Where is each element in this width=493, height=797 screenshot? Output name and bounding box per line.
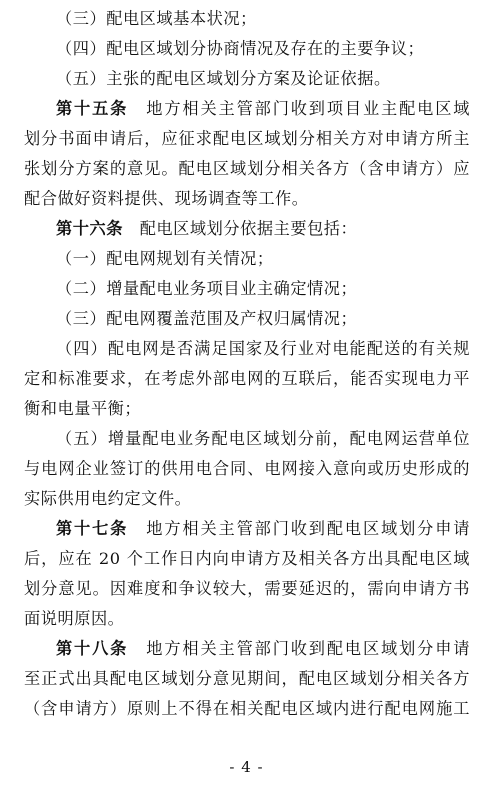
line-text: （二）增量配电业务项目业主确定情况； bbox=[56, 279, 358, 298]
paragraph-line bbox=[56, 274, 470, 304]
line-text: 地方相关主管部门收到配电区域划分申请 bbox=[128, 639, 470, 658]
line-text: （五）主张的配电区域划分方案及论证依据。 bbox=[56, 69, 391, 88]
line-text: （一）配电网规划有关情况； bbox=[56, 249, 274, 268]
paragraph-line bbox=[24, 364, 470, 394]
line-text: 与电网企业签订的供用电合同、电网接入意向或历史形成的 bbox=[24, 459, 470, 478]
article-16-first-line bbox=[56, 214, 470, 244]
article-18-first-line bbox=[56, 634, 470, 664]
line-text: （五）增量配电业务配电区域划分前，配电网运营单位 bbox=[56, 429, 470, 448]
line-text: （四）配电网是否满足国家及行业对电能配送的有关规 bbox=[56, 339, 470, 358]
paragraph-line bbox=[24, 664, 470, 694]
line-text: 衡和电量平衡； bbox=[24, 399, 142, 418]
article-heading: 第十七条 bbox=[56, 519, 129, 538]
line-text: 划分书面申请后，应征求配电区域划分相关方对申请方所主 bbox=[24, 129, 470, 148]
paragraph-line bbox=[24, 124, 470, 154]
line-text: 地方相关主管部门收到配电区域划分申请 bbox=[128, 519, 470, 538]
line-text: 配电区域划分依据主要包括： bbox=[122, 219, 358, 238]
paragraph-line bbox=[56, 4, 470, 34]
paragraph-line bbox=[24, 454, 470, 484]
line-text: 面说明原因。 bbox=[24, 609, 125, 628]
paragraph-line bbox=[56, 334, 470, 364]
line-text: 定和标准要求，在考虑外部电网的互联后，能否实现电力平 bbox=[24, 369, 470, 388]
paragraph-line bbox=[24, 694, 470, 724]
line-text: 实际供用电约定文件。 bbox=[24, 489, 192, 508]
paragraph-line bbox=[56, 34, 470, 64]
line-text: （含申请方）原则上不得在相关配电区域内进行配电网施工 bbox=[24, 699, 470, 718]
line-text: 配合做好资料提供、现场调查等工作。 bbox=[24, 189, 309, 208]
paragraph-line bbox=[56, 244, 470, 274]
article-17-first-line bbox=[56, 514, 470, 544]
page-number: - 4 - bbox=[229, 758, 264, 776]
paragraph-line bbox=[56, 424, 470, 454]
paragraph-line bbox=[56, 64, 470, 94]
line-text: 划分意见。因难度和争议较大，需要延迟的，需向申请方书 bbox=[24, 579, 470, 598]
paragraph-line bbox=[24, 184, 470, 214]
line-text: （三）配电网覆盖范围及产权归属情况； bbox=[56, 309, 358, 328]
line-text: 后，应在 20 个工作日内向申请方及相关各方出具配电区域 bbox=[24, 549, 470, 568]
paragraph-line bbox=[24, 544, 470, 574]
paragraph-line bbox=[24, 394, 470, 424]
paragraph-line bbox=[24, 484, 470, 514]
line-text: （三）配电区域基本状况； bbox=[56, 9, 257, 28]
paragraph-line bbox=[24, 154, 470, 184]
paragraph-line bbox=[24, 604, 470, 634]
article-heading: 第十八条 bbox=[56, 639, 129, 658]
article-heading: 第十五条 bbox=[56, 99, 129, 118]
line-text: 张划分方案的意见。配电区域划分相关各方（含申请方）应 bbox=[24, 159, 470, 178]
paragraph-line bbox=[24, 574, 470, 604]
article-heading: 第十六条 bbox=[56, 219, 123, 238]
article-15-first-line bbox=[56, 94, 470, 124]
line-text: （四）配电区域划分协商情况及存在的主要争议； bbox=[56, 39, 425, 58]
paragraph-line bbox=[56, 304, 470, 334]
line-text: 至正式出具配电区域划分意见期间，配电区域划分相关各方 bbox=[24, 669, 470, 688]
line-text: 地方相关主管部门收到项目业主配电区域 bbox=[128, 99, 470, 118]
